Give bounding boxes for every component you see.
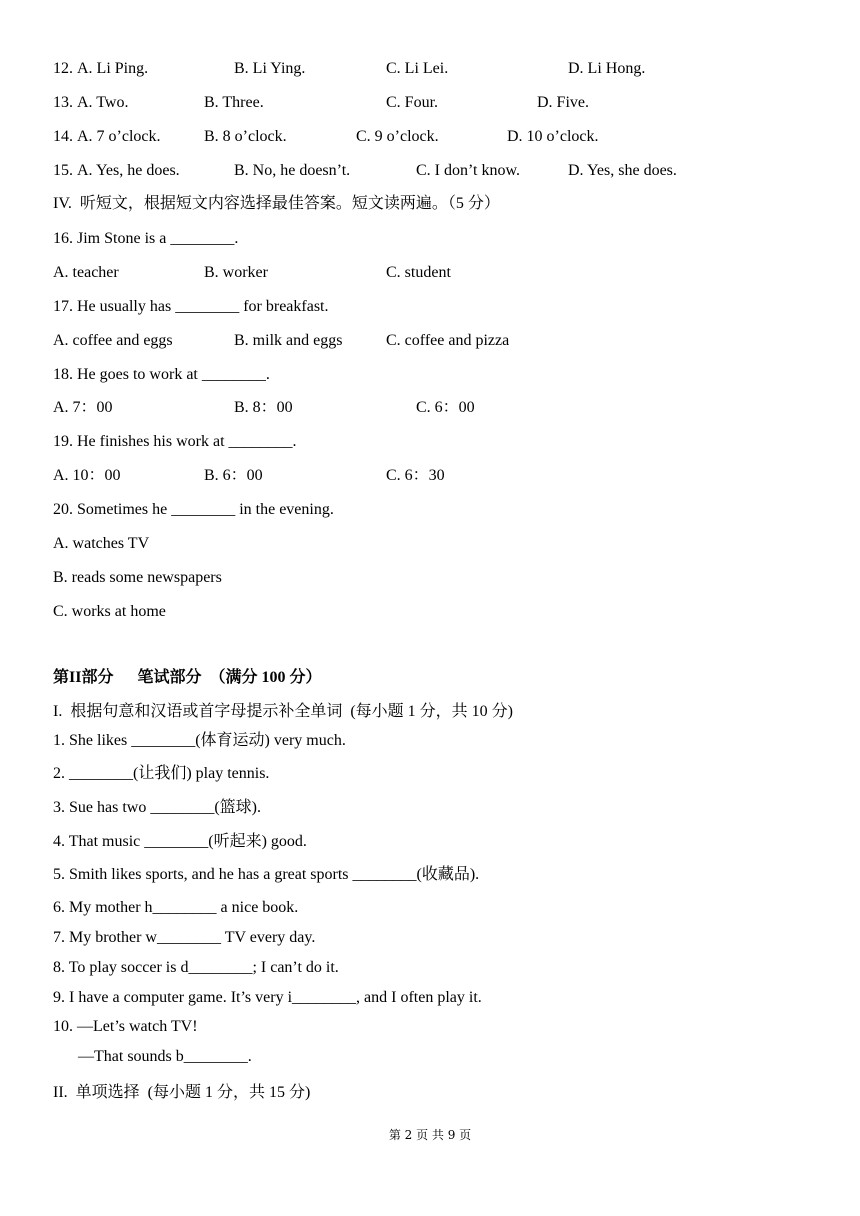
question-16-option-a: A. teacher xyxy=(53,264,119,281)
fill-item-text: 4. That music ________(听起来) good. xyxy=(53,833,307,850)
question-14-option-a: A. 7 o’clock. xyxy=(77,128,161,145)
fill-item xyxy=(0,763,860,785)
question-14-option-d: D. 10 o’clock. xyxy=(507,128,599,145)
question-18-option-b: B. 8：00 xyxy=(234,399,293,416)
question-15-number: 15. xyxy=(53,162,73,179)
question-19-option-a: A. 10：00 xyxy=(53,467,121,484)
fill-item-text: 2. ________(让我们) play tennis. xyxy=(53,765,270,782)
question-18 xyxy=(0,364,860,386)
fill-item-text: —That sounds b________. xyxy=(78,1048,252,1065)
section-iv-title xyxy=(0,193,860,215)
question-12-option-b: B. Li Ying. xyxy=(234,60,306,77)
question-16-stem: 16. Jim Stone is a ________. xyxy=(53,230,239,247)
question-19-option-b: B. 6：00 xyxy=(204,467,263,484)
written-section-ii-title-text: II. 单项选择 (每小题 1 分，共 15 分) xyxy=(53,1084,311,1101)
fill-item xyxy=(0,927,860,949)
question-13-option-b: B. Three. xyxy=(204,94,264,111)
page-footer: 第 2 页 共 9 页 xyxy=(388,1128,472,1142)
written-section-ii-title xyxy=(0,1082,860,1104)
question-20-option-a-line xyxy=(0,533,860,555)
question-18-options xyxy=(0,397,860,419)
question-19 xyxy=(0,431,860,453)
written-section-i-title-text: I. 根据句意和汉语或首字母提示补全单词 (每小题 1 分，共 10 分) xyxy=(53,703,513,720)
question-17-options xyxy=(0,330,860,352)
question-13 xyxy=(0,92,860,114)
fill-item xyxy=(0,730,860,752)
question-12-a: 12. xyxy=(53,60,73,77)
part-ii-title xyxy=(0,667,860,689)
section-iv-title-text: IV. 听短文，根据短文内容选择最佳答案。短文读两遍。（5 分） xyxy=(53,195,500,212)
fill-item-text: 1. She likes ________(体育运动) very much. xyxy=(53,732,346,749)
question-19-stem: 19. He finishes his work at ________. xyxy=(53,433,297,450)
fill-item-text: 10. —Let’s watch TV! xyxy=(53,1018,198,1035)
question-16 xyxy=(0,228,860,250)
question-14-option-c: C. 9 o’clock. xyxy=(356,128,439,145)
question-18-option-c: C. 6：00 xyxy=(416,399,475,416)
question-20-option-a: A. watches TV xyxy=(53,535,150,552)
question-20-option-b: B. reads some newspapers xyxy=(53,569,222,586)
fill-item xyxy=(0,831,860,853)
fill-item xyxy=(0,864,860,886)
question-17-option-a: A. coffee and eggs xyxy=(53,332,173,349)
question-13-option-a: A. Two. xyxy=(77,94,129,111)
fill-item-text: 8. To play soccer is d________; I can’t do it. xyxy=(53,959,339,976)
question-20 xyxy=(0,499,860,521)
question-13-option-d: D. Five. xyxy=(537,94,589,111)
fill-item-text: 9. I have a computer game. It’s very i________, and I often play it. xyxy=(53,989,482,1006)
question-15-option-c: C. I don’t know. xyxy=(416,162,520,179)
question-15 xyxy=(0,160,860,182)
fill-item xyxy=(0,897,860,919)
question-12-option-a: A. Li Ping. xyxy=(77,60,149,77)
question-19-option-c: C. 6：30 xyxy=(386,467,445,484)
question-20-option-c: C. works at home xyxy=(53,603,166,620)
fill-item xyxy=(0,1016,860,1038)
fill-item xyxy=(0,957,860,979)
question-14 xyxy=(0,126,860,148)
part-ii-title-text: 第II部分 笔试部分 （满分 100 分） xyxy=(53,669,322,686)
question-16-option-c: C. student xyxy=(386,264,451,281)
question-12-option-c: C. Li Lei. xyxy=(386,60,449,77)
question-19-options xyxy=(0,465,860,487)
fill-item xyxy=(0,987,860,1009)
fill-item xyxy=(0,797,860,819)
question-17-stem: 17. He usually has ________ for breakfast. xyxy=(53,298,329,315)
question-17-option-c: C. coffee and pizza xyxy=(386,332,510,349)
question-20-stem: 20. Sometimes he ________ in the evening. xyxy=(53,501,334,518)
question-12 xyxy=(0,58,860,80)
question-18-stem: 18. He goes to work at ________. xyxy=(53,366,270,383)
question-18-option-a: A. 7：00 xyxy=(53,399,113,416)
question-13-number: 13. xyxy=(53,94,73,111)
fill-item-text: 7. My brother w________ TV every day. xyxy=(53,929,316,946)
question-14-option-b: B. 8 o’clock. xyxy=(204,128,287,145)
question-20-option-c-line xyxy=(0,601,860,623)
fill-item-reply xyxy=(0,1046,860,1068)
question-15-option-b: B. No, he doesn’t. xyxy=(234,162,351,179)
question-16-option-b: B. worker xyxy=(204,264,268,281)
fill-item-text: 3. Sue has two ________(篮球). xyxy=(53,799,261,816)
question-14-number: 14. xyxy=(53,128,73,145)
fill-item-text: 5. Smith likes sports, and he has a great sports ________(收藏品). xyxy=(53,866,480,883)
question-15-option-a: A. Yes, he does. xyxy=(77,162,180,179)
question-12-option-d: D. Li Hong. xyxy=(568,60,646,77)
question-20-option-b-line xyxy=(0,567,860,589)
fill-item-text: 6. My mother h________ a nice book. xyxy=(53,899,299,916)
written-section-i-title xyxy=(0,701,860,723)
question-17-option-b: B. milk and eggs xyxy=(234,332,343,349)
question-16-options xyxy=(0,262,860,284)
question-17 xyxy=(0,296,860,318)
question-15-option-d: D. Yes, she does. xyxy=(568,162,677,179)
question-13-option-c: C. Four. xyxy=(386,94,439,111)
